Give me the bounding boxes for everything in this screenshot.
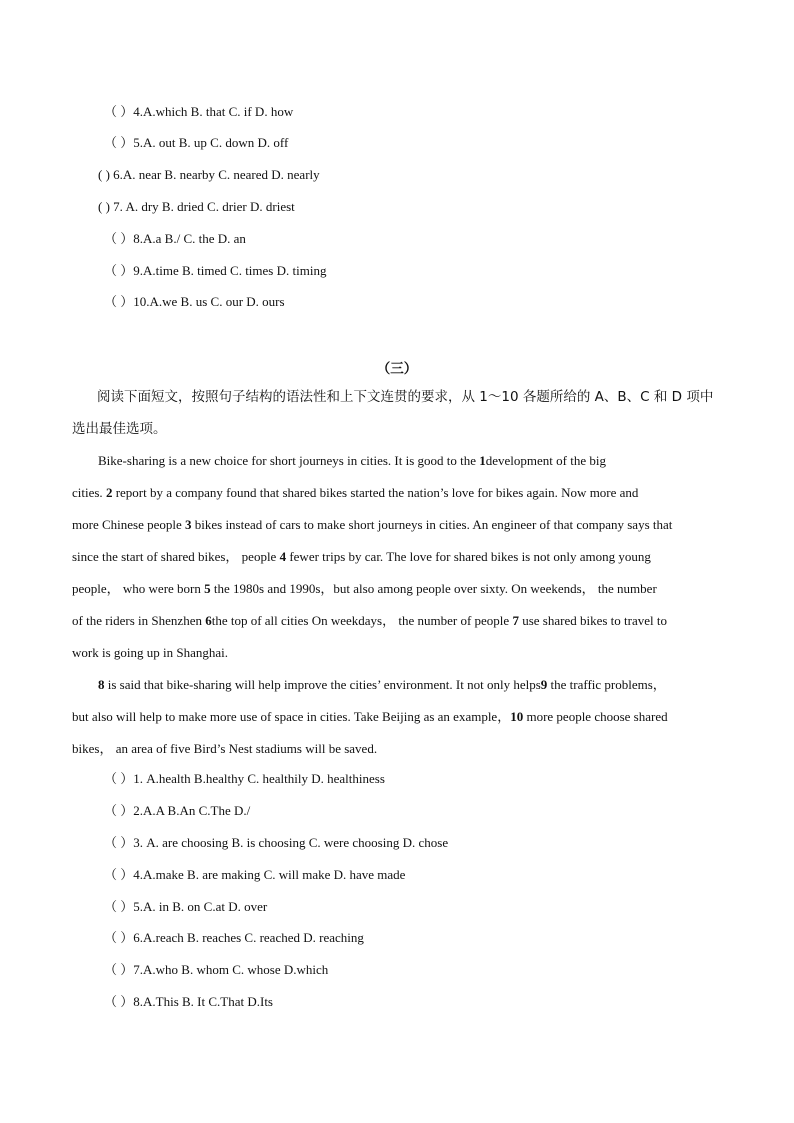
text: report by a company found that shared bikes started the nation’s love for bikes again. Now more and xyxy=(112,485,639,500)
passage-line xyxy=(72,645,722,677)
passage-line xyxy=(72,453,722,485)
passage-line xyxy=(72,517,722,549)
blank-number: 8 xyxy=(98,677,105,692)
blank-number: 10 xyxy=(510,709,524,724)
text: fewer trips by car. The love for shared bikes is not only among young xyxy=(286,549,651,564)
section-title: （三） xyxy=(376,361,418,377)
text: more Chinese people xyxy=(72,517,185,532)
choice-item-8b: （ ）8.A.This B. It C.That D.Its xyxy=(104,994,273,1009)
blank-number: 2 xyxy=(105,485,113,500)
blank-number: 7 xyxy=(512,613,519,628)
passage-line xyxy=(72,581,722,613)
blank-number: 1 xyxy=(479,453,486,468)
passage-line xyxy=(72,613,722,645)
choice-item-4: （ ）4.A.which B. that C. if D. how xyxy=(104,104,294,119)
passage-line xyxy=(72,549,722,581)
choice-item-7b: （ ）7.A.who B. whom C. whose D.which xyxy=(104,962,329,977)
text: Bike-sharing is a new choice for short journeys in cities. It is good to the xyxy=(98,453,480,468)
text: but also will help to make more use of space in cities. Take Beijing as an example， xyxy=(72,709,511,724)
text: development of the big xyxy=(485,453,606,468)
choice-item-9: （ ）9.A.time B. timed C. times D. timing xyxy=(104,263,327,278)
text: is said that bike-sharing will help improve the cities’ environment. It not only helps xyxy=(104,677,541,692)
blank-number: 9 xyxy=(540,677,548,692)
choice-item-3: （ ）3. A. are choosing B. is choosing C. were choosing D. chose xyxy=(104,835,449,850)
choice-item-7: ( ) 7. A. dry B. dried C. drier D. driest xyxy=(98,199,295,214)
choice-item-4b: （ ）4.A.make B. are making C. will make D. have made xyxy=(104,867,406,882)
passage-line xyxy=(72,741,722,773)
text: more people choose shared xyxy=(523,709,668,724)
blank-number: 3 xyxy=(185,517,192,532)
text: cities. xyxy=(72,485,106,500)
text: work is going up in Shanghai. xyxy=(72,645,228,660)
choice-item-5b: （ ）5.A. in B. on C.at D. over xyxy=(104,899,268,914)
text: bikes instead of cars to make short journeys in cities. An engineer of that company says that xyxy=(191,517,673,532)
text: the top of all cities On weekdays， the number of people xyxy=(211,613,513,628)
text: since the start of shared bikes， people xyxy=(72,549,280,564)
passage-paragraph-1 xyxy=(72,453,722,677)
instructions-line-2: 选出最佳选项。 xyxy=(72,421,167,437)
choice-item-5: （ ）5.A. out B. up C. down D. off xyxy=(104,135,289,150)
blank-number: 4 xyxy=(279,549,287,564)
instructions-line-1: 阅读下面短文，按照句子结构的语法性和上下文连贯的要求，从 1～10 各题所给的 A、B、C 和 D 项中 xyxy=(97,389,714,405)
text: people， who were born xyxy=(72,581,205,596)
passage-line xyxy=(72,677,722,709)
choice-item-2: （ ）2.A.A B.An C.The D./ xyxy=(104,803,251,818)
text: of the riders in Shenzhen xyxy=(72,613,206,628)
text: the 1980s and 1990s，but also among people over sixty. On weekends， the number xyxy=(210,581,657,596)
passage-line xyxy=(72,485,722,517)
text: use shared bikes to travel to xyxy=(518,613,667,628)
choice-item-10: （ ）10.A.we B. us C. our D. ours xyxy=(104,294,285,309)
passage-line xyxy=(72,709,722,741)
blank-number: 5 xyxy=(204,581,211,596)
text: bikes， an area of five Bird’s Nest stadiums will be saved. xyxy=(72,741,378,756)
choice-item-1: （ ）1. A.health B.healthy C. healthily D. healthiness xyxy=(104,771,385,786)
choice-item-6: ( ) 6.A. near B. nearby C. neared D. nearly xyxy=(98,167,320,182)
passage-paragraph-2 xyxy=(72,677,722,773)
choice-item-8: （ ）8.A.a B./ C. the D. an xyxy=(104,231,246,246)
text: the traffic problems， xyxy=(547,677,666,692)
blank-number: 6 xyxy=(205,613,212,628)
choice-item-6b: （ ）6.A.reach B. reaches C. reached D. reaching xyxy=(104,930,364,945)
